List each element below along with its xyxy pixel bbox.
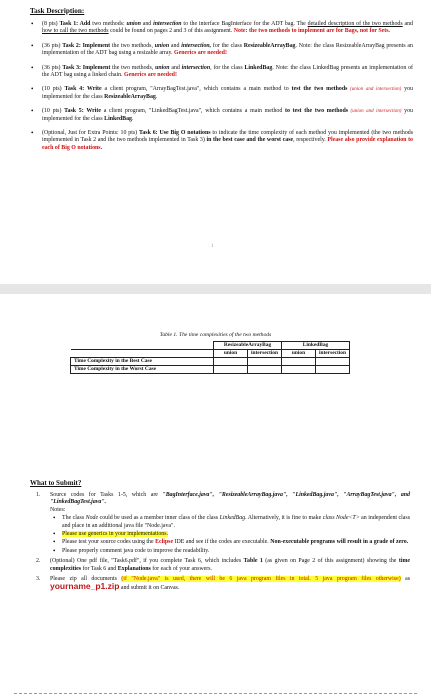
task-3-title: Task 3: Implement: [62, 64, 111, 71]
note-text: Please properly comment java code to improve the readability.: [62, 547, 210, 554]
task-list: [30, 21, 413, 152]
task-1-note: Note: the two methods to implement are for Bags, not for Sets.: [233, 28, 390, 35]
task-1-underlined: detailed description of the two methods: [307, 21, 403, 27]
task-6-note: Please also provide explanation to each of Big O notations.: [42, 137, 413, 151]
time-complexity-table: [70, 341, 350, 374]
table-cell: [282, 358, 316, 366]
task-5-text: a client program, "LinkedBagTest.java", which contains a main method: [100, 108, 286, 115]
task-3-class: LinkedBag: [244, 64, 273, 71]
task-4-bold: test the two methods: [291, 86, 348, 93]
task-4-title: Task 4: Write: [64, 86, 102, 93]
task-1-underlined: how to call the two methods: [42, 28, 109, 35]
step-3-text: and submit it on Canvas.: [119, 585, 180, 592]
note-italic: LinkedBag: [219, 515, 246, 522]
task-1-method-intersection: intersection: [153, 21, 182, 27]
table-sub-header: intersection: [316, 350, 350, 358]
step-2-bold: Table 1: [243, 558, 263, 565]
document-page-2: [0, 294, 431, 700]
task-2-item: [30, 43, 413, 58]
table-sub-header: intersection: [248, 350, 282, 358]
task-6-text: to indicate the time complexity of each method you implemented (the two methods implemented in Task 2 and the two methods implemented in Task 3): [42, 130, 414, 144]
task-6-points: (Optional, Just for Extra Points: 10 pts): [42, 130, 139, 137]
task-6-bold: in the best case and the worst case: [206, 137, 294, 144]
table-row-label: Time Complexity in the Worst Case: [71, 366, 214, 374]
table-sub-header-row: [71, 350, 350, 358]
note-highlighted: Please use generics in your implementations.: [62, 531, 169, 538]
bullet-icon: •: [31, 41, 34, 50]
table-cell: [214, 366, 248, 374]
table-corner-cell: [71, 350, 214, 358]
task-6-text: , respectively.: [293, 137, 328, 144]
page-number: 1: [211, 244, 214, 249]
step-2-text: (as given on Page 2 of this assignment) showing the: [262, 558, 399, 565]
task-1-item: [30, 21, 413, 36]
bullet-icon: •: [31, 129, 34, 138]
task-4-text: you implemented for the class: [42, 86, 413, 100]
task-2-title: Task 2: Implement: [62, 42, 111, 49]
note-text: IDE and see if the codes are executable.: [173, 539, 271, 546]
task-5-text: you implemented for the class: [42, 108, 413, 122]
note-italic: Node: [85, 515, 99, 522]
note-text: . Alternatively, it is fine to make: [245, 515, 323, 522]
note-text: could be used as a member inner class of the class: [98, 515, 220, 522]
task-4-text: a client program, "ArrayBagTest.java", which contains a main method to: [101, 86, 292, 93]
note-text: an independent class and place in an additional java file "Node.java".: [62, 515, 411, 529]
page-bottom-divider: [14, 693, 417, 694]
zip-filename: yourname_p1.zip: [50, 581, 120, 592]
task-6-title: Task 6: Use Big O notations: [138, 130, 211, 137]
task-3-text: the two methods,: [110, 64, 156, 71]
task-1-text: two methods:: [90, 21, 127, 27]
step-2-bold: time complexities: [50, 558, 410, 572]
table-cell: [316, 358, 350, 366]
task-2-method-intersection: intersection,: [181, 42, 212, 49]
task-4-methods-note: (union and intersection): [347, 87, 402, 93]
table-cell: [248, 366, 282, 374]
task-1-method-union: union: [126, 21, 141, 27]
task-3-item: [30, 65, 413, 80]
table-cell: [214, 358, 248, 366]
step-number: 2.: [36, 558, 41, 565]
task-5-item: [30, 108, 413, 123]
bullet-icon: •: [53, 514, 56, 523]
task-1-text: and: [402, 21, 413, 27]
task-5-methods-note: (union and intersection): [348, 109, 402, 115]
task-6-item: [30, 130, 413, 152]
table-caption: Table 1. The time complexities of the two methods: [159, 332, 272, 338]
table-sub-header: union: [282, 350, 316, 358]
note-text: The class: [62, 515, 86, 522]
note-bold: Non-executable programs will result in a grade of zero.: [270, 539, 409, 546]
step-3-highlighted: (if "Node.java" is used, there will be 6 java program files in total. 5 java program files otherwise): [121, 576, 401, 583]
task-2-points: (36 pts): [42, 42, 63, 49]
table-cell: [316, 366, 350, 374]
bullet-icon: •: [31, 20, 34, 28]
table-sub-header: union: [214, 350, 248, 358]
note-item: [50, 531, 410, 538]
task-4-item: [30, 86, 413, 101]
task-2-text: . Note: the class ResizeableArrayBag presents an implementation of the ADT bag using a resizable array.: [42, 42, 413, 57]
note-bold: Eclipse: [155, 539, 174, 546]
table-corner-cell: [71, 342, 214, 350]
bullet-icon: •: [53, 530, 56, 539]
note-item: [50, 515, 410, 530]
task-1-text: could be found on pages 2 and 3 of this assignment.: [108, 28, 234, 35]
step-3-text: Please zip all documents: [50, 576, 122, 583]
task-2-text: and: [169, 42, 182, 49]
step-number: 3.: [36, 576, 41, 583]
task-2-method-union: union: [154, 42, 170, 49]
task-1-text: and: [140, 21, 154, 27]
document-page-1: [0, 0, 431, 284]
task-3-method-intersection: intersection: [181, 64, 211, 71]
task-1-title: Task 1: Add: [59, 21, 91, 27]
submit-step-3: [30, 576, 410, 593]
note-item: [50, 539, 410, 546]
bullet-icon: •: [31, 63, 34, 72]
submit-step-2: [30, 558, 410, 573]
task-1-points: (8 pts): [42, 21, 60, 27]
step-3-text: as: [400, 576, 410, 583]
task-4-points: (10 pts): [42, 86, 65, 93]
task-description-heading: Task Description:: [30, 7, 85, 15]
notes-label: Notes:: [50, 506, 66, 513]
table-group-header: LinkedBag: [282, 342, 350, 350]
table-row: [71, 358, 350, 366]
task-3-note: Generics are needed!: [124, 72, 177, 79]
what-to-submit-section: [30, 479, 410, 596]
task-2-text: for the class: [211, 42, 244, 49]
table-group-header-row: [71, 342, 350, 350]
task-3-text: and: [169, 64, 182, 71]
submit-steps-list: [30, 492, 410, 593]
task-5-class: LinkedBag: [104, 115, 132, 122]
task-3-method-union: union: [155, 64, 170, 71]
task-3-text: . Note: the class LinkedBag presents an implementation of the ADT bag using a linked chain.: [42, 64, 414, 79]
note-italic: class Node<T>: [322, 515, 360, 522]
bullet-icon: •: [53, 546, 56, 555]
table-row-label: Time Complexity in the Best Case: [71, 358, 214, 366]
note-text: Please test your source codes using the: [62, 539, 156, 546]
step-1-files: "BagInterface.java", "ResizeableArrayBag.java", "LinkedBag.java", "ArrayBagTest.java", and "LinkedBagTest.java".: [50, 492, 410, 506]
bullet-icon: •: [31, 85, 34, 94]
step-2-text: (Optional) One pdf file, "Task6.pdf", if you complete Task 6, which includes: [50, 558, 244, 565]
task-2-text: the two methods,: [110, 42, 155, 49]
step-2-bold: Explanations: [117, 565, 151, 572]
step-2-text: for each of your answers.: [150, 565, 212, 572]
task-5-text: .: [132, 115, 134, 122]
step-2-text: for Task 6 and: [81, 565, 118, 572]
task-2-class: ResizeableArrayBag: [243, 42, 296, 49]
step-number: 1.: [36, 492, 41, 498]
task-5-title: Task 5: Write: [64, 108, 101, 115]
table-cell: [248, 358, 282, 366]
table-cell: [282, 366, 316, 374]
bullet-icon: •: [53, 538, 56, 547]
bullet-icon: •: [31, 107, 34, 116]
task-5-bold: to test the two methods: [285, 108, 349, 115]
task-4-class: ResizeableArrayBag: [104, 93, 156, 100]
task-3-text: , for the class: [210, 64, 245, 71]
task-4-text: .: [155, 93, 158, 100]
task-5-points: (10 pts): [42, 108, 65, 115]
task-1-text: to the interface BagInterface for the ADT bag. The: [181, 21, 308, 27]
task-2-note: Generics are needed!: [174, 50, 227, 57]
submit-step-1: [30, 492, 410, 555]
task-3-points: (36 pts): [42, 64, 63, 71]
table-group-header: ResizeableArrayBag: [214, 342, 282, 350]
note-item: [50, 548, 410, 555]
table-row: [71, 366, 350, 374]
what-to-submit-heading: What to Submit?: [30, 479, 82, 487]
step-1-text: Source codes for Tasks 1-5, which are: [50, 492, 163, 498]
notes-list: [50, 515, 410, 555]
